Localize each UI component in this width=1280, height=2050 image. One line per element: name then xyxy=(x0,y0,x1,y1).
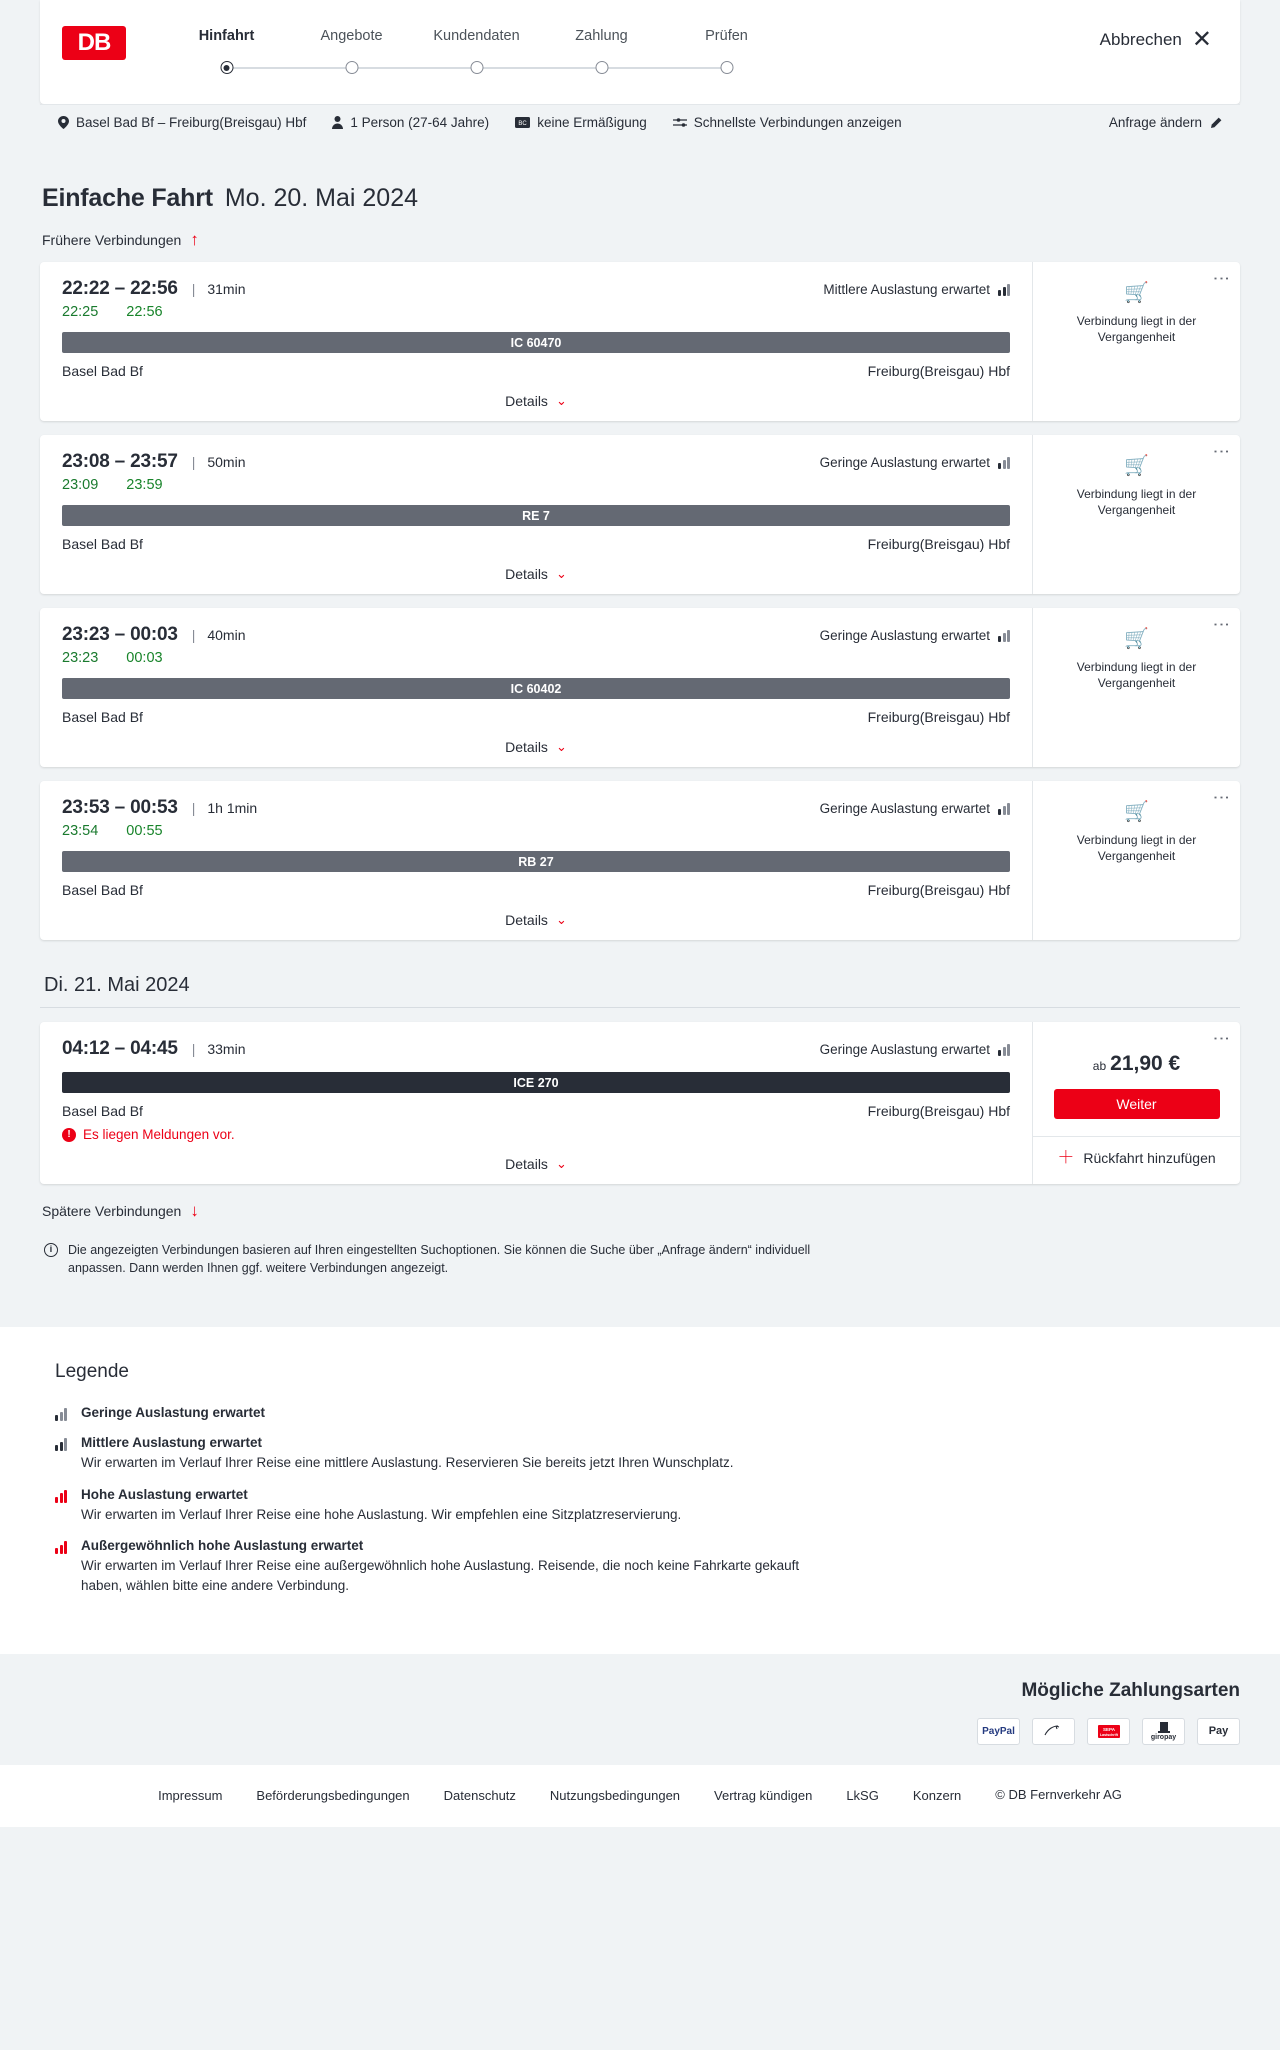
main-content xyxy=(0,184,1280,1277)
connection-duration: 1h 1min xyxy=(207,800,258,816)
change-request-button[interactable] xyxy=(1109,115,1222,130)
real-arrival: 00:03 xyxy=(126,650,163,666)
pencil-icon xyxy=(1210,117,1222,129)
query-passengers[interactable] xyxy=(332,115,489,130)
step-dot xyxy=(595,61,608,74)
details-label: Details xyxy=(505,912,548,928)
query-route-label: Basel Bad Bf – Freiburg(Breisgau) Hbf xyxy=(76,115,307,130)
utilization-bars-icon xyxy=(998,1044,1010,1056)
connection-card[interactable] xyxy=(40,262,1240,421)
later-connections-button[interactable] xyxy=(40,1202,1240,1219)
details-label: Details xyxy=(505,739,548,755)
legend-desc: Wir erwarten im Verlauf Ihrer Reise eine hohe Auslastung. Wir empfehlen eine Sitzplatzreservierung. xyxy=(81,1506,682,1522)
past-connection-note: Verbindung liegt in der Vergangenheit xyxy=(1076,314,1197,345)
details-toggle[interactable] xyxy=(62,566,1010,582)
utilization-indicator xyxy=(820,455,1010,470)
utilization-bars-icon xyxy=(998,457,1010,469)
divider: | xyxy=(191,800,196,816)
connection-card-bookable[interactable] xyxy=(40,1022,1240,1184)
chevron-down-icon: ⌄ xyxy=(555,1156,567,1171)
utilization-bars-icon xyxy=(55,1438,67,1451)
payment-inner xyxy=(40,1680,1240,1745)
divider: | xyxy=(191,281,196,297)
details-label: Details xyxy=(505,566,548,582)
alert-icon: ! xyxy=(62,1128,76,1142)
add-return-trip-label: Rückfahrt hinzufügen xyxy=(1083,1149,1216,1166)
to-station: Freiburg(Breisgau) Hbf xyxy=(867,363,1010,379)
step-pruefen[interactable] xyxy=(664,28,789,80)
step-dot xyxy=(720,61,733,74)
overflow-menu-icon[interactable]: ⋮ xyxy=(1212,616,1231,633)
to-station: Freiburg(Breisgau) Hbf xyxy=(867,709,1010,725)
utilization-bars-icon xyxy=(998,630,1010,642)
query-summary-bar xyxy=(40,104,1240,140)
arrow-down-icon: ↓ xyxy=(190,1201,199,1220)
connection-card[interactable] xyxy=(40,435,1240,594)
query-route[interactable] xyxy=(58,115,306,130)
details-toggle[interactable] xyxy=(62,739,1010,755)
connection-header xyxy=(62,797,1010,819)
connection-details xyxy=(40,1022,1032,1184)
svg-text:BC: BC xyxy=(518,121,527,127)
legend-text xyxy=(81,1435,734,1473)
person-icon xyxy=(332,116,343,129)
connection-duration: 31min xyxy=(207,281,246,297)
real-arrival: 00:55 xyxy=(126,823,163,839)
footer-copyright: © DB Fernverkehr AG xyxy=(995,1786,1122,1802)
connection-alert-label: Es liegen Meldungen vor. xyxy=(83,1127,235,1142)
direct-debit-icon xyxy=(1032,1718,1075,1745)
price-value xyxy=(1054,1052,1220,1076)
train-badge: IC 60402 xyxy=(62,678,1010,699)
legend-heading: Mittlere Auslastung erwartet xyxy=(81,1435,263,1451)
utilization-indicator xyxy=(820,628,1010,643)
utilization-label: Geringe Auslastung erwartet xyxy=(819,801,990,816)
connection-times: 22:22 – 22:56 xyxy=(62,278,178,299)
page-title: Einfache Fahrt xyxy=(42,184,213,212)
sliders-icon xyxy=(673,117,687,128)
details-toggle[interactable] xyxy=(62,1156,1010,1172)
connection-stations xyxy=(62,1103,1010,1119)
footer-link-item xyxy=(444,1787,516,1805)
connection-header xyxy=(62,624,1010,646)
svg-text:Lastschrift: Lastschrift xyxy=(1099,1732,1118,1737)
payment-icons xyxy=(977,1718,1240,1745)
connection-details xyxy=(40,781,1032,940)
page-title-row xyxy=(40,184,1240,213)
utilization-overload-icon xyxy=(55,1541,67,1554)
step-zahlung[interactable] xyxy=(539,28,664,80)
to-station: Freiburg(Breisgau) Hbf xyxy=(867,1103,1010,1119)
legend-text xyxy=(81,1538,841,1595)
connection-times: 23:08 – 23:57 xyxy=(62,451,178,472)
utilization-indicator xyxy=(820,1042,1010,1057)
train-badge: IC 60470 xyxy=(62,332,1010,353)
footer-links xyxy=(40,1787,1240,1805)
connection-realtimes xyxy=(62,304,1010,320)
overflow-menu-icon[interactable]: ⋮ xyxy=(1212,1030,1231,1047)
location-pin-icon xyxy=(58,116,69,129)
legend-title: Legende xyxy=(55,1361,129,1383)
cart-crossed-icon: 🛒 xyxy=(1124,455,1149,477)
details-label: Details xyxy=(505,1156,548,1172)
apple-pay-icon: Pay xyxy=(1197,1718,1240,1745)
step-dot xyxy=(470,61,483,74)
footer-link-befoerderungsbedingungen[interactable]: Beförderungsbedingungen xyxy=(256,1787,410,1803)
bahncard-icon xyxy=(515,117,530,128)
details-toggle[interactable] xyxy=(62,912,1010,928)
utilization-label: Geringe Auslastung erwartet xyxy=(819,628,990,643)
giropay-icon xyxy=(1142,1718,1185,1745)
overflow-menu-icon[interactable]: ⋮ xyxy=(1212,443,1231,460)
real-departure: 22:25 xyxy=(62,304,99,320)
connection-card[interactable] xyxy=(40,608,1240,767)
connection-realtimes xyxy=(62,650,1010,666)
step-dot-row xyxy=(164,56,289,80)
step-label: Kundendaten xyxy=(433,28,520,44)
query-discount[interactable] xyxy=(515,115,647,130)
past-connection-note: Verbindung liegt in der Vergangenheit xyxy=(1076,833,1197,864)
app-header xyxy=(40,0,1240,104)
divider: | xyxy=(191,627,196,643)
from-station: Basel Bad Bf xyxy=(62,1103,143,1119)
step-hinfahrt[interactable] xyxy=(164,28,289,80)
footer-link-item xyxy=(158,1787,222,1805)
legend-item xyxy=(40,1487,1240,1525)
connection-times: 04:12 – 04:45 xyxy=(62,1038,178,1059)
step-kundendaten[interactable] xyxy=(414,28,539,80)
step-dot-row xyxy=(414,56,539,80)
connection-duration: 40min xyxy=(207,627,246,643)
payment-title: Mögliche Zahlungsarten xyxy=(1021,1679,1240,1701)
to-station: Freiburg(Breisgau) Hbf xyxy=(867,882,1010,898)
from-station: Basel Bad Bf xyxy=(62,709,143,725)
to-station: Freiburg(Breisgau) Hbf xyxy=(867,536,1010,552)
later-connections-label: Spätere Verbindungen xyxy=(42,1202,182,1219)
connection-times: 23:23 – 00:03 xyxy=(62,624,178,645)
db-logo[interactable]: DB xyxy=(62,26,126,60)
legend-section xyxy=(0,1327,1280,1653)
connection-details xyxy=(40,608,1032,767)
legend-item xyxy=(40,1538,1240,1595)
utilization-bars-icon xyxy=(998,284,1010,296)
legend-heading: Hohe Auslastung erwartet xyxy=(81,1486,248,1502)
legend-text xyxy=(81,1405,265,1421)
footer-link-item xyxy=(846,1787,879,1805)
step-label: Hinfahrt xyxy=(198,28,255,44)
footer-link-item xyxy=(714,1787,812,1805)
cancel-label: Abbrechen xyxy=(1099,30,1182,49)
from-station: Basel Bad Bf xyxy=(62,536,143,552)
divider: | xyxy=(191,1041,196,1057)
connection-realtimes xyxy=(62,477,1010,493)
footer-link-item xyxy=(550,1787,680,1805)
price-prefix: ab xyxy=(1092,1059,1107,1073)
search-info-text: Die angezeigten Verbindungen basieren auf Ihren eingestellten Suchoptionen. Sie können die Suche über „Anfrage ändern“ individuell anpassen. Dann werden Ihnen ggf. weitere Verbindungen angezeigt. xyxy=(68,1243,811,1276)
search-info-note xyxy=(40,1241,830,1277)
chevron-down-icon: ⌄ xyxy=(555,393,567,408)
details-toggle[interactable] xyxy=(62,393,1010,409)
query-passengers-label: 1 Person (27-64 Jahre) xyxy=(350,115,490,130)
utilization-indicator xyxy=(820,801,1010,816)
connection-header xyxy=(62,451,1010,473)
connection-stations xyxy=(62,709,1010,725)
footer-link-item xyxy=(256,1787,409,1805)
cart-crossed-icon: 🛒 xyxy=(1124,801,1149,823)
connection-duration: 50min xyxy=(207,454,246,470)
connection-header xyxy=(62,278,1010,300)
step-label: Angebote xyxy=(320,28,383,44)
train-badge: ICE 270 xyxy=(62,1072,1010,1093)
utilization-label: Geringe Auslastung erwartet xyxy=(819,455,990,470)
legend-heading: Außergewöhnlich hohe Auslastung erwartet xyxy=(81,1538,364,1554)
connection-realtimes xyxy=(62,823,1010,839)
utilization-bars-icon xyxy=(998,803,1010,815)
cart-crossed-icon: 🛒 xyxy=(1124,282,1149,304)
step-dot-row xyxy=(664,56,789,80)
connection-alert[interactable] xyxy=(62,1127,1010,1142)
connection-stations xyxy=(62,536,1010,552)
real-arrival: 23:59 xyxy=(126,477,163,493)
connection-stations xyxy=(62,363,1010,379)
step-label: Prüfen xyxy=(705,28,748,44)
utilization-label: Mittlere Auslastung erwartet xyxy=(823,282,990,297)
legend-item xyxy=(40,1435,1240,1473)
chevron-down-icon: ⌄ xyxy=(555,739,567,754)
details-label: Details xyxy=(505,393,548,409)
legend-item xyxy=(40,1405,1240,1421)
connection-offer xyxy=(1032,781,1240,940)
footer-link-item xyxy=(913,1787,961,1805)
earlier-connections-button[interactable] xyxy=(40,231,1240,248)
divider: | xyxy=(191,454,196,470)
train-badge: RB 27 xyxy=(62,851,1010,872)
svg-text:SEPA: SEPA xyxy=(1102,1726,1115,1732)
overflow-menu-icon[interactable]: ⋮ xyxy=(1212,270,1231,287)
continue-button[interactable]: Weiter xyxy=(1054,1089,1220,1119)
step-dot xyxy=(345,61,358,74)
past-connection-note: Verbindung liegt in der Vergangenheit xyxy=(1076,487,1197,518)
footer-link-lksg[interactable]: LkSG xyxy=(846,1787,879,1803)
checkout-stepper xyxy=(164,28,1100,80)
real-departure: 23:54 xyxy=(62,823,99,839)
real-departure: 23:09 xyxy=(62,477,99,493)
from-station: Basel Bad Bf xyxy=(62,363,143,379)
connection-details xyxy=(40,262,1032,421)
real-arrival: 22:56 xyxy=(126,304,163,320)
query-option[interactable] xyxy=(673,115,902,130)
connection-offer xyxy=(1032,1022,1240,1184)
connection-header xyxy=(62,1038,1010,1060)
connection-offer xyxy=(1032,608,1240,767)
from-station: Basel Bad Bf xyxy=(62,882,143,898)
step-angebote[interactable] xyxy=(289,28,414,80)
legend-heading: Geringe Auslastung erwartet xyxy=(81,1405,266,1421)
footer-link-impressum[interactable]: Impressum xyxy=(158,1787,223,1803)
plus-icon: ＋ xyxy=(1057,1148,1075,1167)
footer-link-konzern[interactable]: Konzern xyxy=(912,1787,962,1803)
connection-details xyxy=(40,435,1032,594)
connection-duration: 33min xyxy=(207,1041,246,1057)
past-connection-note: Verbindung liegt in der Vergangenheit xyxy=(1076,660,1197,691)
payment-section xyxy=(0,1654,1280,1765)
sepa-icon xyxy=(1087,1718,1130,1745)
day-divider: Di. 21. Mai 2024 xyxy=(40,974,1240,1008)
real-departure: 23:23 xyxy=(62,650,99,666)
footer-link-datenschutz[interactable]: Datenschutz xyxy=(443,1787,516,1803)
giropay-label: giropay xyxy=(1150,1733,1177,1741)
connection-offer xyxy=(1032,262,1240,421)
add-return-trip-button[interactable] xyxy=(1033,1136,1240,1178)
chevron-down-icon: ⌄ xyxy=(555,566,567,581)
footer xyxy=(0,1765,1280,1827)
utilization-bars-icon xyxy=(55,1490,67,1503)
arrow-up-icon: ↑ xyxy=(190,230,199,249)
step-label: Zahlung xyxy=(575,28,628,44)
chevron-down-icon: ⌄ xyxy=(555,912,567,927)
cancel-button[interactable] xyxy=(1100,28,1212,52)
price-amount: 21,90 € xyxy=(1110,1052,1181,1075)
connection-card[interactable] xyxy=(40,781,1240,940)
earlier-connections-label: Frühere Verbindungen xyxy=(42,231,182,248)
connection-times: 23:53 – 00:53 xyxy=(62,797,178,818)
legend-text xyxy=(81,1487,681,1525)
step-dot xyxy=(220,61,233,74)
step-dot-row xyxy=(289,56,414,80)
cart-crossed-icon: 🛒 xyxy=(1124,628,1149,650)
step-dot-row xyxy=(539,56,664,80)
footer-link-vertrag-kuendigen[interactable]: Vertrag kündigen xyxy=(714,1787,813,1803)
utilization-label: Geringe Auslastung erwartet xyxy=(819,1042,990,1057)
query-discount-label: keine Ermäßigung xyxy=(537,115,647,130)
travel-date: Mo. 20. Mai 2024 xyxy=(224,184,419,212)
paypal-icon: PayPal xyxy=(977,1718,1020,1745)
utilization-indicator xyxy=(823,282,1010,297)
query-option-label: Schnellste Verbindungen anzeigen xyxy=(693,115,902,130)
train-badge: RE 7 xyxy=(62,505,1010,526)
info-icon: i xyxy=(44,1243,58,1257)
legend-desc: Wir erwarten im Verlauf Ihrer Reise eine mittlere Auslastung. Reservieren Sie bereits jetzt Ihren Wunschplatz. xyxy=(81,1455,734,1471)
footer-link-nutzungsbedingungen[interactable]: Nutzungsbedingungen xyxy=(549,1787,681,1803)
connection-offer xyxy=(1032,435,1240,594)
overflow-menu-icon[interactable]: ⋮ xyxy=(1212,789,1231,806)
close-icon: ✕ xyxy=(1191,26,1212,53)
utilization-bars-icon xyxy=(55,1408,67,1421)
legend-desc: Wir erwarten im Verlauf Ihrer Reise eine außergewöhnlich hohe Auslastung. Reisende, die noch keine Fahrkarte gekauft haben, wählen bitte eine andere Verbindung. xyxy=(81,1558,800,1593)
connection-stations xyxy=(62,882,1010,898)
price-block xyxy=(1054,1052,1220,1119)
change-request-label: Anfrage ändern xyxy=(1108,115,1202,130)
